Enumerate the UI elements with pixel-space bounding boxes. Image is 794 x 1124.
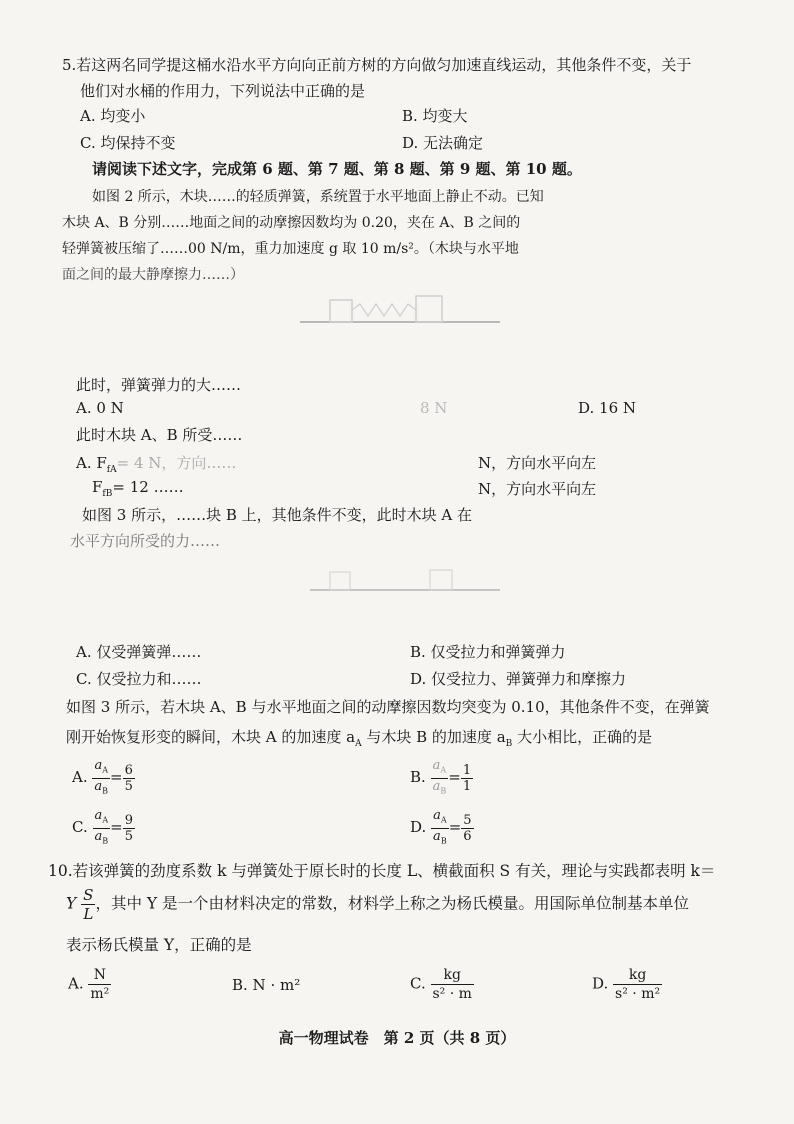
q7-option-c: $F_{fB}= 12$ …… — [92, 478, 184, 499]
q9-option-b: B. $\frac{a_A}{a_B}$ = $\frac{1}{1}$ — [410, 758, 472, 796]
q9-stem-line2: 刚开始恢复形变的瞬间，木块 A 的加速度 $a_A$ 与木块 B 的加速度 $a_B$ 大小相比，正确的是 — [66, 728, 653, 749]
q8-option-d: D. 仅受拉力、弹簧弹力和摩擦力 — [410, 670, 627, 688]
q5-stem-line2: 他们对水桶的作用力，下列说法中正确的是 — [80, 82, 366, 100]
q5-option-c: C. 均保持不变 — [80, 134, 176, 152]
q9-option-c: C. $\frac{a_A}{a_B}$ = $\frac{9}{5}$ — [72, 808, 134, 846]
q8-option-c: C. 仅受拉力和…… — [76, 670, 202, 688]
page-footer: 高一物理试卷 第 2 页（共 8 页） — [278, 1029, 516, 1047]
q6-option-c: 8 N — [420, 399, 448, 417]
q5-option-b: B. 均变大 — [402, 107, 468, 125]
q5-option-a: A. 均变小 — [80, 107, 146, 125]
q7-stem: 此时木块 A、B 所受…… — [76, 426, 243, 444]
q5-option-d: D. 无法确定 — [402, 134, 484, 152]
q10-stem-line2: Y $\frac{S}{L}$ ，其中 Y 是一个由材料决定的常数，材料学上称之为杨氏模量。用国际单位制基本单位 — [66, 886, 690, 923]
q9-option-d: D. $\frac{a_A}{a_B}$ = $\frac{5}{6}$ — [410, 808, 472, 846]
passage-line4: 面之间的最大静摩擦力……） — [62, 267, 244, 283]
q10-option-c: C. $\frac{kg}{\text{s² · m}}$ — [410, 967, 472, 1002]
q7-option-d: N，方向水平向左 — [478, 480, 597, 498]
reading-instruction: 请阅读下述文字，完成第 6 题、第 7 题、第 8 题、第 9 题、第 10 题。 — [92, 160, 582, 178]
q9-stem-line1: 如图 3 所示，若木块 A、B 与水平地面之间的动摩擦因数均突变为 0.10，其他条件不变，在弹簧 — [66, 698, 710, 716]
passage-line3: 轻弹簧被压缩了……00 N/m，重力加速度 g 取 10 m/s²。（木块与水平地 — [62, 241, 519, 257]
q8-option-b: B. 仅受拉力和弹簧弹力 — [410, 643, 566, 661]
figure-2 — [280, 282, 510, 332]
q5-stem-line1: 5.若这两名同学提这桶水沿水平方向向正前方树的方向做匀加速直线运动，其他条件不变，关于 — [62, 56, 692, 74]
q10-option-d: D. $\frac{kg}{\text{s² · m²}}$ — [592, 967, 661, 1002]
q6-option-a: A. 0 N — [76, 399, 124, 417]
figure-3 — [300, 560, 520, 600]
q7-option-b: N，方向水平向左 — [478, 454, 597, 472]
q10-stem-line1: 10.若该弹簧的劲度系数 k 与弹簧处于原长时的长度 L、横截面积 S 有关，理论与实践都表明 k＝ — [48, 862, 716, 880]
ratio-fraction: $\frac{a_A}{a_B}$ — [94, 758, 109, 796]
q10-option-a: A. $\frac{N}{\text{m²}}$ — [68, 967, 110, 1002]
q8-stem-line2: 水平方向所受的力…… — [70, 532, 221, 550]
passage-line2: 木块 A、B 分别……地面之间的动摩擦因数均为 0.20，夹在 A、B 之间的 — [62, 215, 521, 231]
q6-option-d: D. 16 N — [578, 399, 637, 417]
q10-stem-line3: 表示杨氏模量 Y，正确的是 — [66, 936, 252, 954]
q10-option-b: B. N · m² — [232, 976, 301, 994]
s-over-l-fraction: $\frac{S}{L}$ — [83, 886, 94, 923]
passage-line1: 如图 2 所示，木块……的轻质弹簧，系统置于水平地面上静止不动。已知 — [92, 189, 544, 205]
q9-option-a: A. $\frac{a_A}{a_B}$ = $\frac{6}{5}$ — [72, 758, 135, 798]
q6-stem: 此时，弹簧弹力的大…… — [76, 376, 242, 394]
q8-option-a: A. 仅受弹簧弹…… — [76, 643, 202, 661]
q8-stem-line1: 如图 3 所示，……块 B 上，其他条件不变，此时木块 A 在 — [82, 506, 473, 524]
q7-option-a: A. $F_{fA}= 4$ N，方向…… — [76, 454, 237, 475]
